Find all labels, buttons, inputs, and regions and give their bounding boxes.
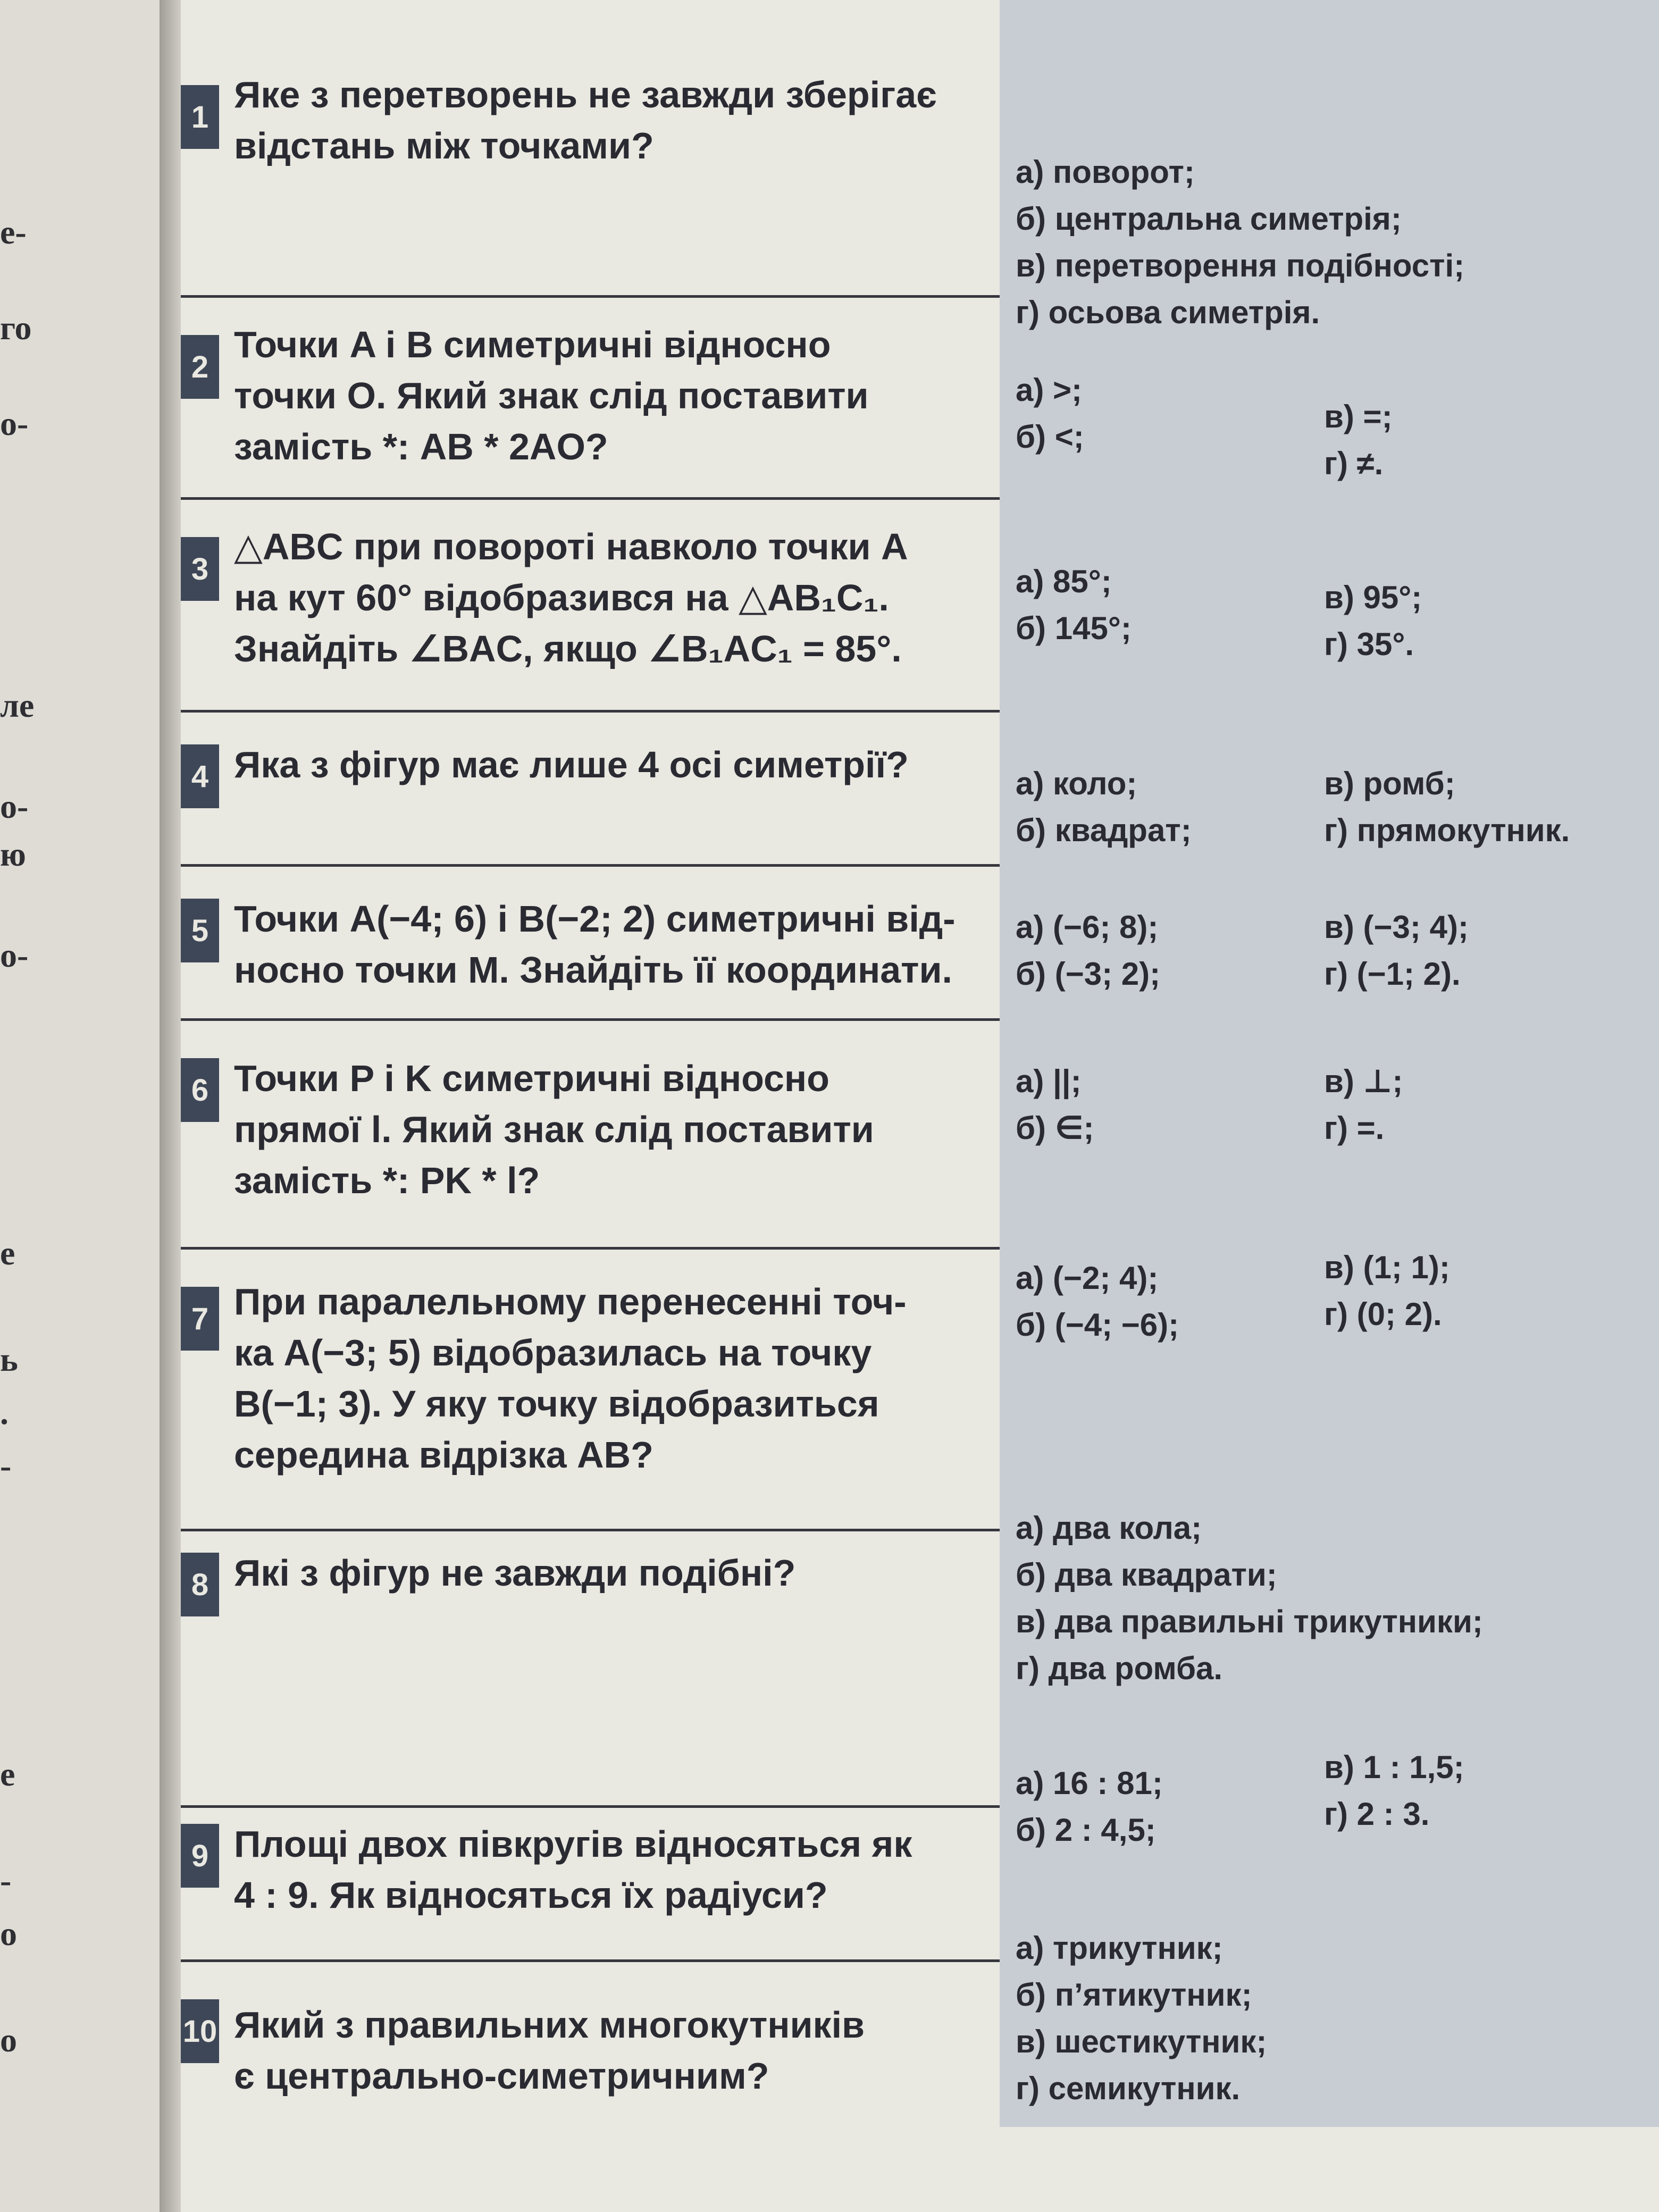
answer-option: б) 145°; [1016,610,1132,646]
question-number: 2 [181,335,219,399]
question-text: Які з фігур не завжди подібні? [234,1552,796,1594]
question-text: Площі двох півкругів відносяться як 4 : 9. Як відносяться їх радіуси? [234,1823,912,1916]
question-text: Яке з перетворень не завжди зберігає відстань між точками? [234,74,937,166]
answer-option: в) =; [1324,399,1393,434]
answer-option: б) 2 : 4,5; [1016,1812,1156,1848]
answer-option: а) два кола; [1016,1510,1202,1546]
question-text: Точки A і B симетричні відносно точки O. Який знак слід поставити замість *: AB * 2AO? [234,324,869,467]
answer-option: а) ||; [1016,1063,1082,1099]
answer-option: в) шестикутник; [1016,2024,1267,2059]
answer-option: в) 95°; [1324,580,1422,615]
answer-option: а) (−6; 8); [1016,909,1159,945]
answer-option: а) 16 : 81; [1016,1765,1163,1801]
left-fragment: о- [0,936,29,974]
left-fragment: о- [0,787,29,825]
question-text: Який з правильних многокутників є центрально-симетричним? [234,2004,865,2097]
question-number: 7 [181,1287,219,1351]
question-text: △ABC при повороті навколо точки A на кут 60° відобразився на △AB₁C₁. Знайдіть ∠BAC, якщо ∠B₁AC₁ = 85°. [234,526,908,669]
answer-option: б) п’ятикутник; [1016,1977,1252,2013]
question-number: 1 [181,85,219,149]
answer-option: г) 35°. [1324,626,1414,662]
question-number: 5 [181,899,219,962]
answer-option: б) центральна симетрія; [1016,201,1402,237]
answer-option: г) 2 : 3. [1324,1796,1430,1832]
answer-option: а) коло; [1016,766,1137,801]
question-number: 10 [181,1999,219,2063]
left-fragment: - [0,1447,12,1485]
answer-option: в) 1 : 1,5; [1324,1749,1464,1785]
left-fragment: ле [0,686,35,724]
answer-option: г) семикутник. [1016,2071,1241,2106]
left-fragment: е [0,1755,15,1793]
answer-option: в) два правильні трикутники; [1016,1604,1483,1639]
answer-option: а) поворот; [1016,154,1195,190]
answer-option: б) ∈; [1016,1110,1094,1146]
book-gutter [160,0,181,2212]
left-fragment: о- [0,405,29,442]
question-text: Яка з фігур має лише 4 осі симетрії? [234,744,909,785]
left-fragment: ь [0,1340,18,1378]
answer-option: г) два ромба. [1016,1650,1223,1686]
question-text: Точки A(−4; 6) і B(−2; 2) симетричні від- носно точки M. Знайдіть її координати. [234,898,956,991]
left-fragment: е [0,1234,15,1272]
answer-option: в) ⊥; [1324,1063,1403,1099]
answer-option: б) два квадрати; [1016,1557,1277,1593]
left-fragment: о [0,1915,17,1953]
answer-option: г) (−1; 2). [1324,956,1461,992]
left-fragment: го [0,309,32,347]
answer-option: г) осьова симетрія. [1016,295,1320,330]
answer-option: а) >; [1016,372,1083,408]
answer-option: а) трикутник; [1016,1930,1223,1966]
test-page [181,0,1659,2212]
answer-option: б) (−3; 2); [1016,956,1161,992]
answer-option: в) перетворення подібності; [1016,248,1465,283]
answer-option: г) прямокутник. [1324,812,1570,848]
question-number: 6 [181,1058,219,1122]
left-page [0,0,160,2212]
question-number: 4 [181,744,219,808]
question-number: 8 [181,1553,219,1616]
answer-option: в) (−3; 4); [1324,909,1469,945]
left-fragment: - [0,1862,12,1899]
question-text: При паралельному перенесенні точ- ка A(−3; 5) відобразилась на точку B(−1; 3). У яку точку відобразиться середина відрізка AB? [234,1281,907,1476]
answer-option: в) ромб; [1324,766,1455,801]
question-text: Точки P і K симетричні відносно прямої l. Який знак слід поставити замість *: PK * l? [234,1058,874,1201]
question-number: 3 [181,537,219,601]
answer-option: б) квадрат; [1016,812,1192,848]
left-fragment: о [0,2021,17,2059]
answer-option: г) =. [1324,1110,1385,1146]
answer-option: а) (−2; 4); [1016,1260,1159,1296]
answer-option: б) (−4; −6); [1016,1307,1179,1343]
left-fragment: е- [0,213,27,251]
answer-option: а) 85°; [1016,564,1112,599]
left-fragment: ю [0,835,26,873]
question-number: 9 [181,1824,219,1888]
left-fragment: . [0,1394,9,1431]
answer-option: г) (0; 2). [1324,1296,1442,1332]
answer-option: в) (1; 1); [1324,1250,1450,1285]
answer-option: б) <; [1016,419,1084,455]
answer-option: г) ≠. [1324,446,1384,481]
